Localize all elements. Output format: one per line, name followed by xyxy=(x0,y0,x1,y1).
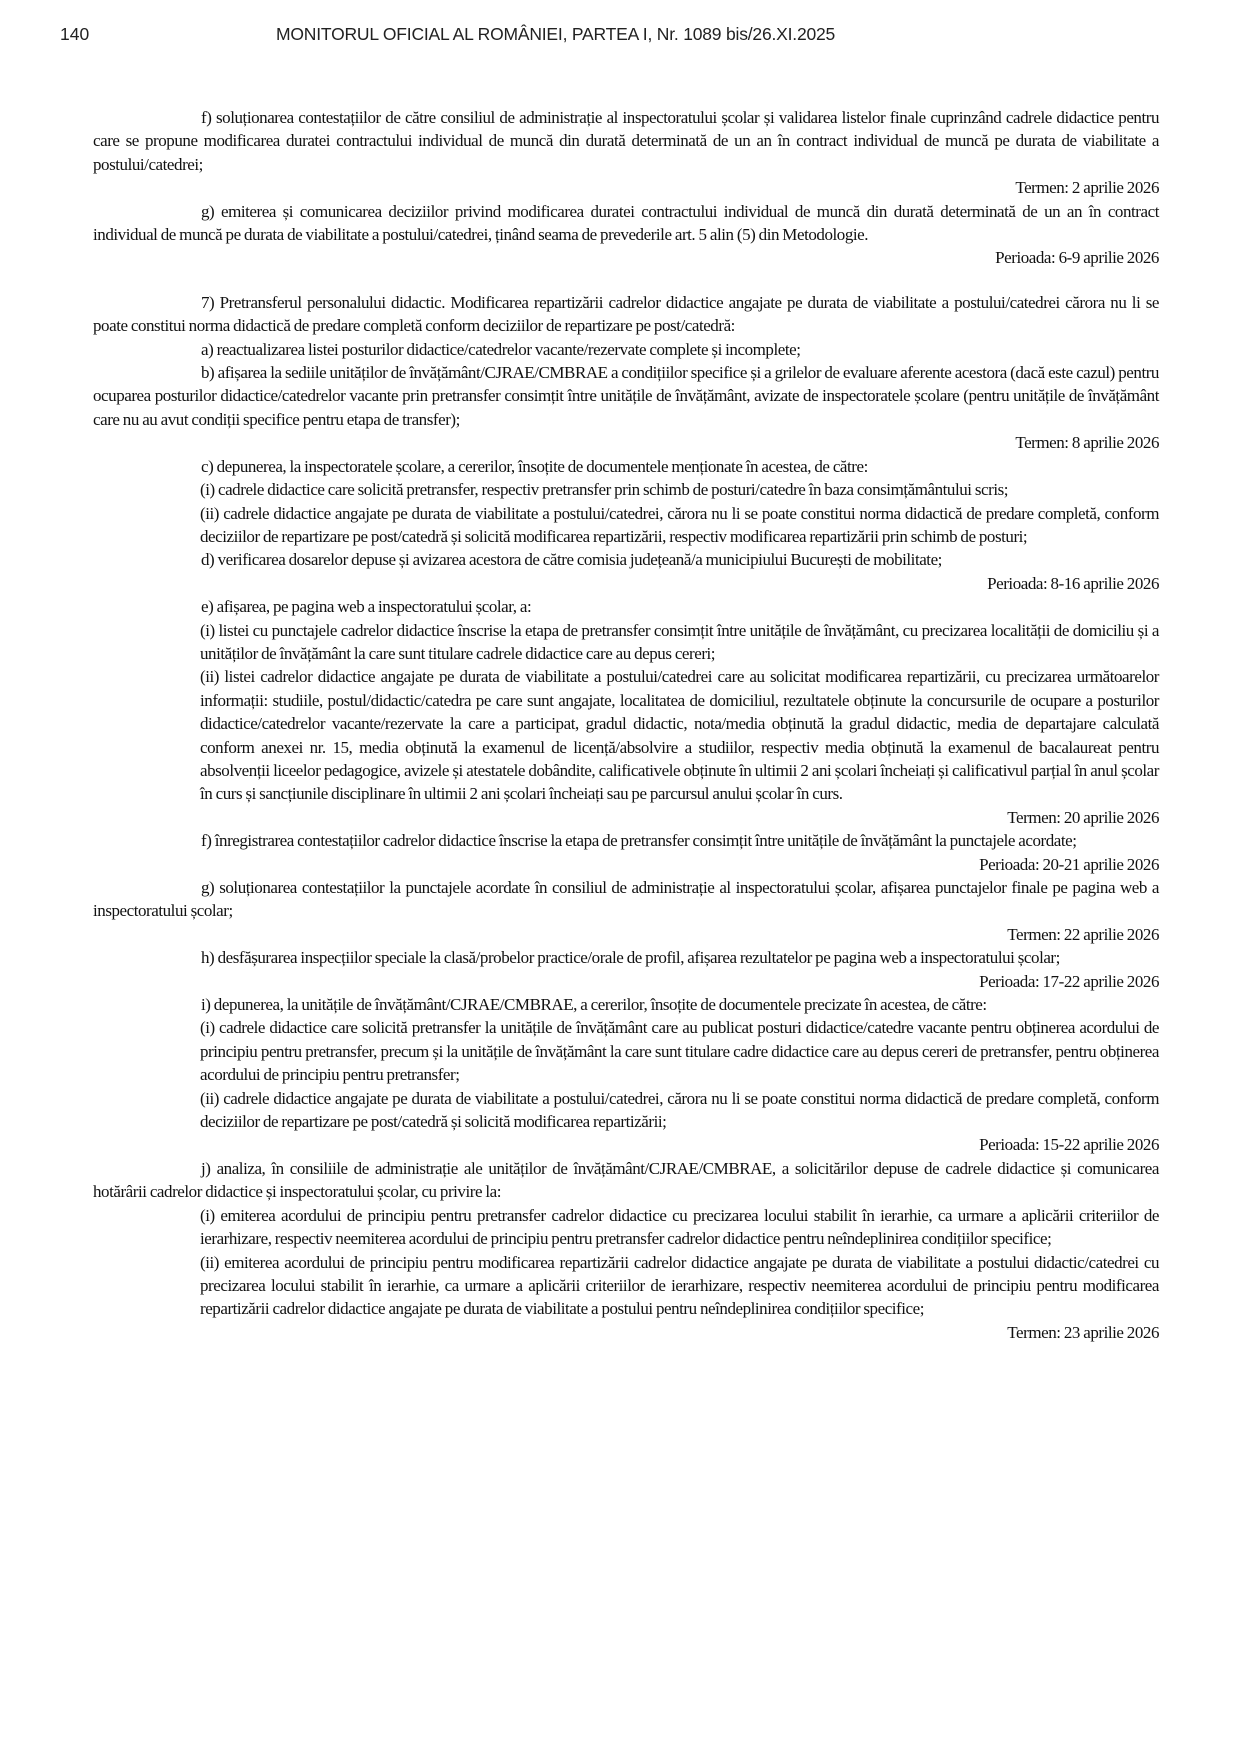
subitem-c-i: (i) cadrele didactice care solicită pretransfer, respectiv pretransfer prin schimb de posturi/catedre în baza consimțământului scris; xyxy=(200,480,1009,500)
item-label: e) xyxy=(201,597,214,617)
item-g xyxy=(93,876,1159,923)
item-label: g) xyxy=(201,201,215,221)
subitem-e-ii: (ii) listei cadrelor didactice angajate pe durata de viabilitate a postului/catedrei care au solicitat modificarea repartizării, cu precizarea următoarelor informații: studiile, postul/didactic/catedra pe care sunt angajate, localitatea de domiciliul, rezultatele obținute la concursurile de ocupare a posturilor didactice/catedrelor vacante/rezervate la care a participat, gradul didactic, nota/media obținută la gradul didactic, media de departajare calculată conform anexei nr. 15, media obținută la examenul de licență/absolvire a studiilor, respectiv media obținută la examenul de bacalaureat pentru absolvenții liceelor pedagogice, avizele și atestatele dobândite, calificativele obținute în ultimii 2 ani școlari încheiați și calificativul parțial în anul școlar în curs și sancțiunile disciplinare în ultimii 2 ani școlari încheiați sau pe parcursul anului școlar în curs. xyxy=(200,667,1159,804)
page-number: 140 xyxy=(60,24,90,44)
section-gap xyxy=(93,270,1159,291)
item-e xyxy=(93,595,1159,618)
publication-title: MONITORUL OFICIAL AL ROMÂNIEI, PARTEA I, Nr. 1089 bis/26.XI.2025 xyxy=(276,24,836,44)
deadline: Perioada: 15-22 aprilie 2026 xyxy=(979,1135,1159,1155)
item-text: soluționarea contestațiilor de către consiliul de administrație al inspectoratului școlar și validarea listelor finale cuprinzând cadrele didactice pentru care se propune modificarea duratei contractului individual de muncă din durată determinată de un an în contract individual de muncă pe durata de viabilitate a postului/catedrei; xyxy=(93,108,1160,174)
deadline: Perioada: 20-21 aprilie 2026 xyxy=(979,854,1159,874)
item-label: j) xyxy=(201,1158,211,1178)
item-c xyxy=(93,455,1159,478)
item-label: f) xyxy=(201,108,212,127)
subitem-e-i: (i) listei cu punctajele cadrelor didactice înscrise la etapa de pretransfer consimțit între unitățile de învățământ, cu precizarea localității de domiciliu și a unităților de învățământ la care sunt titulare cadrele didactice care au depus cereri; xyxy=(200,620,1159,663)
item-text: depunerea, la unitățile de învățământ/CJRAE/CMBRAE, a cererilor, însoțite de documentele precizate în acestea, de către: xyxy=(213,995,987,1015)
subitem-j-ii: (ii) emiterea acordului de principiu pentru modificarea repartizării cadrelor didactice angajate pe durata de viabilitate a postului didactic/catedrei cu precizarea locului stabilit în ierarhie, ca urmare a aplicării criteriilor de ierarhizare, respectiv neemiterea acordului de principiu pentru modificarea repartizării cadrelor didactice angajate pe durata de viabilitate a postului pentru neîndeplinirea condițiilor specifice; xyxy=(200,1252,1159,1319)
item-label: b) xyxy=(201,363,215,383)
item-label: c) xyxy=(201,456,214,476)
deadline: Perioada: 17-22 aprilie 2026 xyxy=(979,971,1159,991)
section-7-heading xyxy=(93,291,1159,338)
subitem-i-i: (i) cadrele didactice care solicită pretransfer la unitățile de învățământ care au publicat posturi didactice/catedre vacante pentru obținerea acordului de principiu pentru pretransfer, precum și la unitățile de învățământ la care sunt titulare cadre didactice care au depus cereri de pretransfer, pentru obținerea acordului de principiu pentru pretransfer; xyxy=(200,1018,1159,1085)
item-text: soluționarea contestațiilor la punctajele acordate în consiliul de administrație al inspectoratului școlar, afișarea punctajelor finale pe pagina web a inspectoratului școlar; xyxy=(93,878,1159,921)
item-label: g) xyxy=(201,878,215,897)
page-header xyxy=(0,22,1240,52)
section-label: 7) xyxy=(201,292,215,312)
item-label: i) xyxy=(201,995,211,1015)
section-text: Pretransferul personalului didactic. Modificarea repartizării cadrelor didactice angajate pe durata de viabilitate a postului/catedrei cărora nu li se poate constitui norma didactică de predare completă conform deciziilor de repartizare pe post/catedră: xyxy=(93,292,1159,336)
item-text: reactualizarea listei posturilor didactice/catedrelor vacante/rezervate complete și incomplete; xyxy=(216,339,801,359)
item-text: emiterea și comunicarea deciziilor privind modificarea duratei contractului individual de muncă din durată determinată de un an în contract individual de muncă pe durata de viabilitate a postului/catedrei, ținând seama de prevederile art. 5 alin (5) din Metodologie. xyxy=(93,201,1159,245)
item-label: f) xyxy=(201,831,212,851)
item-j xyxy=(93,1157,1159,1204)
subitem-j-i: (i) emiterea acordului de principiu pentru pretransfer cadrelor didactice cu precizarea locului stabilit în ierarhie, ca urmare a aplicării criteriilor de ierarhizare, respectiv neemiterea acordului de principiu pentru pretransfer cadrelor didactice pentru neîndeplinirea condițiilor specifice; xyxy=(200,1205,1159,1249)
deadline: Termen: 8 aprilie 2026 xyxy=(1015,433,1159,453)
document-body xyxy=(93,106,1159,1344)
item-i xyxy=(93,993,1159,1016)
item-h xyxy=(93,946,1159,969)
item-b xyxy=(93,361,1159,431)
deadline: Termen: 20 aprilie 2026 xyxy=(1007,807,1159,827)
item-text: verificarea dosarelor depuse și avizarea acestora de către comisia județeană/a municipiului București de mobilitate; xyxy=(217,550,942,570)
deadline: Perioada: 8-16 aprilie 2026 xyxy=(987,573,1159,593)
item-text: afișarea la sediile unităților de învățământ/CJRAE/CMBRAE a condițiilor specifice și a grilelor de evaluare aferente acestora (dacă este cazul) pentru ocuparea posturilor didactice/catedrelor vacante prin pretransfer consimțit între unitățile de învățământ, avizate de inspectoratele școlare (pentru unitățile de învățământ care nu au avut condiții specifice pentru etapa de transfer); xyxy=(93,363,1159,429)
item-text: înregistrarea contestațiilor cadrelor didactice înscrise la etapa de pretransfer consimțit între unitățile de învățământ la punctajele acordate; xyxy=(214,831,1077,851)
item-f xyxy=(93,829,1159,852)
item-g-prev xyxy=(93,200,1159,247)
deadline: Termen: 22 aprilie 2026 xyxy=(1007,924,1159,944)
deadline: Termen: 2 aprilie 2026 xyxy=(1015,178,1159,198)
item-d xyxy=(93,548,1159,571)
item-text: depunerea, la inspectoratele școlare, a cererilor, însoțite de documentele menționate în acestea, de către: xyxy=(216,456,868,476)
item-text: analiza, în consiliile de administrație ale unităților de învățământ/CJRAE/CMBRAE, a solicitărilor depuse de cadrele didactice și comunicarea hotărârii cadrelor didactice și inspectoratului școlar, cu privire la: xyxy=(93,1158,1159,1202)
subitem-c-ii: (ii) cadrele didactice angajate pe durata de viabilitate a postului/catedrei, cărora nu li se poate constitui norma didactică de predare completă, conform deciziilor de repartizare pe post/catedră și solicită modificarea repartizării, respectiv modificarea repartizării prin schimb de posturi; xyxy=(200,503,1159,546)
item-label: h) xyxy=(201,948,215,968)
item-text: desfășurarea inspecțiilor speciale la clasă/probelor practice/orale de profil, afișarea rezultatelor pe pagina web a inspectoratului școlar; xyxy=(217,948,1060,968)
subitem-i-ii: (ii) cadrele didactice angajate pe durata de viabilitate a postului/catedrei, cărora nu li se poate constitui norma didactică de predare completă, conform deciziilor de repartizare pe post/catedră și solicită modificarea repartizării; xyxy=(200,1088,1159,1132)
item-f-prev xyxy=(93,106,1159,176)
item-a xyxy=(93,338,1159,361)
item-label: a) xyxy=(201,339,214,359)
item-label: d) xyxy=(201,550,215,570)
deadline: Termen: 23 aprilie 2026 xyxy=(1007,1322,1159,1342)
item-text: afișarea, pe pagina web a inspectoratului școlar, a: xyxy=(216,597,532,617)
deadline: Perioada: 6-9 aprilie 2026 xyxy=(995,248,1159,268)
